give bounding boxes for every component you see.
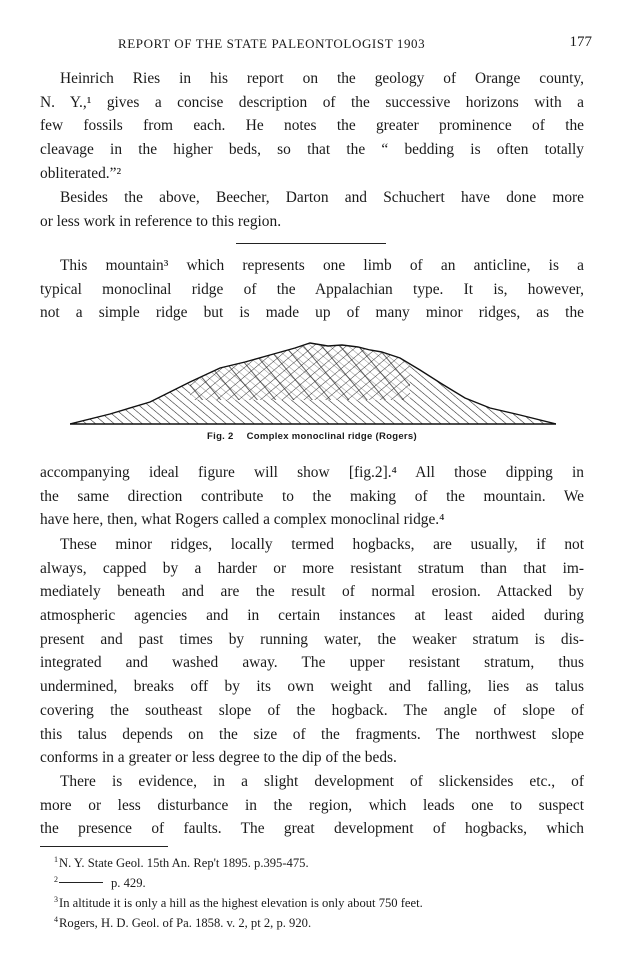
running-head xyxy=(40,36,592,56)
footnote-text: p. 429. xyxy=(111,876,146,890)
text-line: more or less disturbance in the region, which leads one to suspect xyxy=(40,796,584,814)
text-line: few fossils from each. He notes the greater prominence of the xyxy=(40,117,584,135)
monoclinal-ridge-figure xyxy=(70,340,556,426)
text-line: this talus depends on the size of the fragments. The northwest slope xyxy=(40,725,584,743)
text-line: Besides the above, Beecher, Darton and Schuchert have done more xyxy=(60,189,584,206)
text-line: This mountain³ which represents one limb of an anticline, is a xyxy=(60,257,584,274)
text-line: typical monoclinal ridge of the Appalachian type. It is, however, xyxy=(40,280,584,298)
paragraph-faults xyxy=(40,770,584,841)
ridge-strata xyxy=(70,340,556,426)
text-line: integrated and washed away. The upper resistant stratum, thus xyxy=(40,654,584,672)
footnote-text: N. Y. State Geol. 15th An. Rep't 1895. p.395-475. xyxy=(59,856,309,870)
text-line: These minor ridges, locally termed hogbacks, are usually, if not xyxy=(60,536,584,553)
paragraph-hogbacks xyxy=(40,533,584,770)
page-number: 177 xyxy=(569,34,592,50)
running-title: REPORT OF THE STATE PALEONTOLOGIST 1903 xyxy=(118,36,426,51)
text-line: have here, then, what Rogers called a complex monoclinal ridge.⁴ xyxy=(40,511,445,529)
text-line: conforms in a greater or less degree to the dip of the beds. xyxy=(40,749,397,767)
text-line: N. Y.,¹ gives a concise description of the successive horizons with a xyxy=(40,93,584,111)
footnote-marker: 3 xyxy=(54,895,58,904)
footnote-marker: 4 xyxy=(54,915,58,924)
footnote-rule xyxy=(40,846,168,847)
text-line: obliterated.”² xyxy=(40,164,122,182)
ridge-illustration xyxy=(70,340,556,426)
paragraph-mountain xyxy=(40,254,584,325)
text-line: covering the southeast slope of the hogback. The angle of slope of xyxy=(40,701,584,719)
footnotes xyxy=(40,850,580,930)
footnote-marker: 1 xyxy=(54,855,58,864)
text-line: or less work in reference to this region. xyxy=(40,212,282,230)
text-line: the same direction contribute to the making of the mountain. We xyxy=(40,487,584,505)
text-line: There is evidence, in a slight development of slickensides etc., of xyxy=(60,773,584,790)
text-line: always, capped by a harder or more resistant stratum than that im- xyxy=(40,559,584,577)
figure-caption xyxy=(40,431,584,442)
text-line: cleavage in the higher beds, so that the “ bedding is often totally xyxy=(40,141,584,159)
footnote-4 xyxy=(40,910,580,930)
paragraph-figure-ref xyxy=(40,461,584,532)
footnote-text: Rogers, H. D. Geol. of Pa. 1858. v. 2, pt 2, p. 920. xyxy=(59,916,312,930)
paragraph-ries xyxy=(40,67,584,185)
section-divider xyxy=(236,243,386,244)
text-line: present and past times by running water, the weaker stratum is dis- xyxy=(40,630,584,648)
paragraph-beecher xyxy=(40,186,584,233)
text-line: not a simple ridge but is made up of many minor ridges, as the xyxy=(40,304,584,322)
footnote-text: In altitude it is only a hill as the highest elevation is only about 750 feet. xyxy=(59,896,423,910)
figure-caption-text: Complex monoclinal ridge (Rogers) xyxy=(246,431,417,442)
footnote-1 xyxy=(40,850,580,870)
footnote-marker: 2 xyxy=(54,875,58,884)
footnote-2 xyxy=(40,870,580,890)
figure-label: Fig. 2 xyxy=(207,431,234,442)
text-line: atmospheric agencies and in certain instances at least aided during xyxy=(40,607,584,625)
text-line: undermined, breaks off by its own weight and falling, lies as talus xyxy=(40,678,584,696)
text-line: mediately beneath and are the result of normal erosion. Attacked by xyxy=(40,583,584,601)
text-line: accompanying ideal figure will show [fig.2].⁴ All those dipping in xyxy=(40,464,584,481)
text-line: Heinrich Ries in his report on the geology of Orange county, xyxy=(60,70,584,87)
footnote-3 xyxy=(40,890,580,910)
ditto-dash xyxy=(59,882,103,883)
text-line: the presence of faults. The great development of hogbacks, which xyxy=(40,820,584,838)
